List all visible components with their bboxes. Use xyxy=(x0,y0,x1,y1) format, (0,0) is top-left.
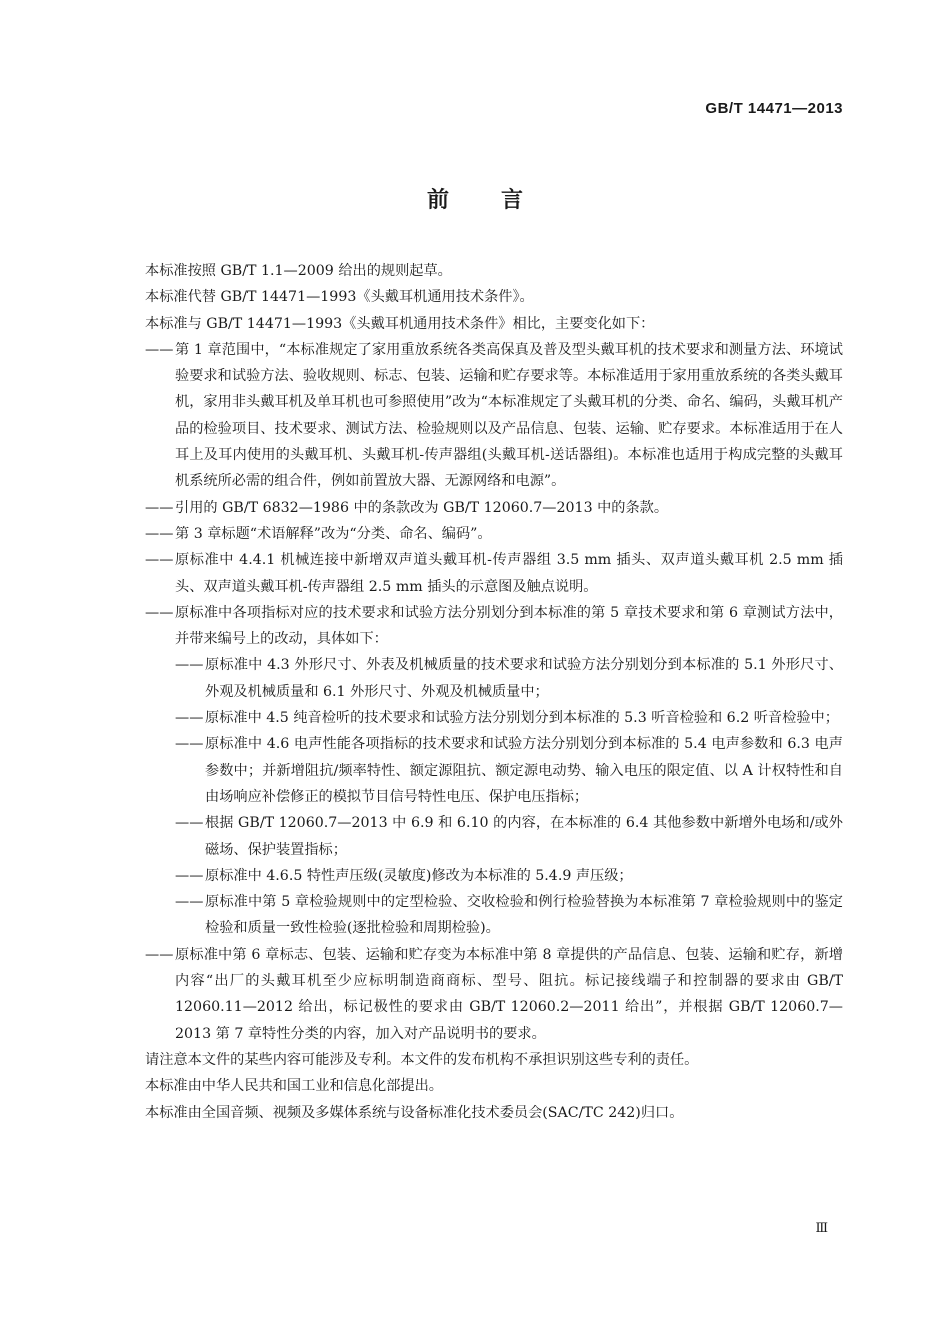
dash-marker: —— xyxy=(175,815,204,832)
dash-marker: —— xyxy=(145,552,174,569)
paragraph-administered-by: 本标准由全国音频、视频及多媒体系统与设备标准化技术委员会(SAC/TC 242)归口。 xyxy=(145,1104,684,1121)
paragraph-replaces: 本标准代替 GB/T 14471—1993《头戴耳机通用技术条件》。 xyxy=(145,289,534,306)
paragraph-patent-notice: 请注意本文件的某些内容可能涉及专利。本文件的发布机构不承担识别这些专利的责任。 xyxy=(145,1051,699,1068)
dash-marker: —— xyxy=(145,525,174,542)
dash-marker: —— xyxy=(175,710,204,727)
sub-change-text: 原标准中 4.6 电声性能各项指标的技术要求和试验方法分别划分到本标准的 5.4 电声参数和 6.3 电声参数中；并新增阻抗/频率特性、额定源阻抗、额定源电动势、输入电压的限定值、以 A 计权特性和自由场响应补偿修正的模拟节目信号特性电压、保护电压指标； xyxy=(205,736,843,805)
change-text: 原标准中第 6 章标志、包装、运输和贮存变为本标准中第 8 章提供的产品信息、包装、运输和贮存，新增内容“出厂的头戴耳机至少应标明制造商商标、型号、阻抗。标记接线端子和控制器的要求由 GB/T 12060.11—2012 给出，标记极性的要求由 GB/T 12060.2—2011 给出”，并根据 GB/T 12060.7—2013 第 7 章特性分类的内容，加入对产品说明书的要求。 xyxy=(175,946,843,1042)
preface-body xyxy=(145,258,843,1126)
paragraph-changes-intro: 本标准与 GB/T 14471—1993《头戴耳机通用技术条件》相比，主要变化如下： xyxy=(145,315,655,332)
change-item xyxy=(145,337,843,495)
change-item xyxy=(145,547,843,600)
sub-change-text: 原标准中 4.3 外形尺寸、外表及机械质量的技术要求和试验方法分别划分到本标准的 5.1 外形尺寸、外观及机械质量和 6.1 外形尺寸、外观及机械质量中； xyxy=(205,657,843,700)
change-text: 引用的 GB/T 6832—1986 中的条款改为 GB/T 12060.7—2013 中的条款。 xyxy=(175,499,669,516)
change-text: 原标准中各项指标对应的技术要求和试验方法分别划分到本标准的第 5 章技术要求和第 6 章测试方法中，并带来编号上的改动，具体如下： xyxy=(175,604,843,648)
dash-marker: —— xyxy=(175,736,204,753)
sub-change-text: 根据 GB/T 12060.7—2013 中 6.9 和 6.10 的内容，在本标准的 6.4 其他参数中新增外电场和/或外磁场、保护装置指标； xyxy=(205,815,843,858)
standard-number: GB/T 14471—2013 xyxy=(705,100,843,117)
dash-marker: —— xyxy=(175,867,204,884)
sub-change-item xyxy=(145,863,843,889)
change-text: 原标准中 4.4.1 机械连接中新增双声道头戴耳机-传声器组 3.5 mm 插头、双声道头戴耳机 2.5 mm 插头、双声道头戴耳机-传声器组 2.5 mm 插头的示意图及触点说明。 xyxy=(175,552,843,595)
sub-change-item xyxy=(145,652,843,705)
sub-change-text: 原标准中 4.6.5 特性声压级(灵敏度)修改为本标准的 5.4.9 声压级； xyxy=(205,867,633,884)
dash-marker: —— xyxy=(145,946,174,963)
paragraph-drafting-rules: 本标准按照 GB/T 1.1—2009 给出的规则起草。 xyxy=(145,263,452,279)
dash-marker: —— xyxy=(145,604,174,621)
sub-change-item xyxy=(145,889,843,942)
sub-change-item xyxy=(145,731,843,810)
dash-marker: —— xyxy=(175,657,204,674)
page-title: 前言 xyxy=(426,188,575,213)
change-item xyxy=(145,521,843,547)
sub-change-item xyxy=(145,705,843,731)
dash-marker: —— xyxy=(175,894,204,911)
change-item xyxy=(145,495,843,521)
paragraph-proposed-by: 本标准由中华人民共和国工业和信息化部提出。 xyxy=(145,1078,443,1095)
sub-change-item xyxy=(145,810,843,863)
page-number: Ⅲ xyxy=(815,1221,828,1236)
change-item xyxy=(145,942,843,1047)
dash-marker: —— xyxy=(145,499,174,516)
sub-change-text: 原标准中第 5 章检验规则中的定型检验、交收检验和例行检验替换为本标准第 7 章检验规则中的鉴定检验和质量一致性检验(逐批检验和周期检验)。 xyxy=(205,894,843,937)
change-item xyxy=(145,600,843,653)
dash-marker: —— xyxy=(145,341,174,358)
change-text: 第 3 章标题“术语解释”改为“分类、命名、编码”。 xyxy=(175,525,492,542)
sub-change-text: 原标准中 4.5 纯音检听的技术要求和试验方法分别划分到本标准的 5.3 听音检验和 6.2 听音检验中； xyxy=(205,710,839,727)
change-text: 第 1 章范围中，“本标准规定了家用重放系统各类高保真及普及型头戴耳机的技术要求和测量方法、环境试验要求和试验方法、验收规则、标志、包装、运输和贮存要求等。本标准适用于家用重放系统的各类头戴耳机，家用非头戴耳机及单耳机也可参照使用”改为“本标准规定了头戴耳机的分类、命名、编码，头戴耳机产品的检验项目、技术要求、测试方法、检验规则以及产品信息、包装、运输、贮存要求。本标准适用于在人耳上及耳内使用的头戴耳机、头戴耳机-传声器组(头戴耳机-送话器组)。本标准也适用于构成完整的头戴耳机系统所必需的组合件，例如前置放大器、无源网络和电源”。 xyxy=(175,341,843,490)
